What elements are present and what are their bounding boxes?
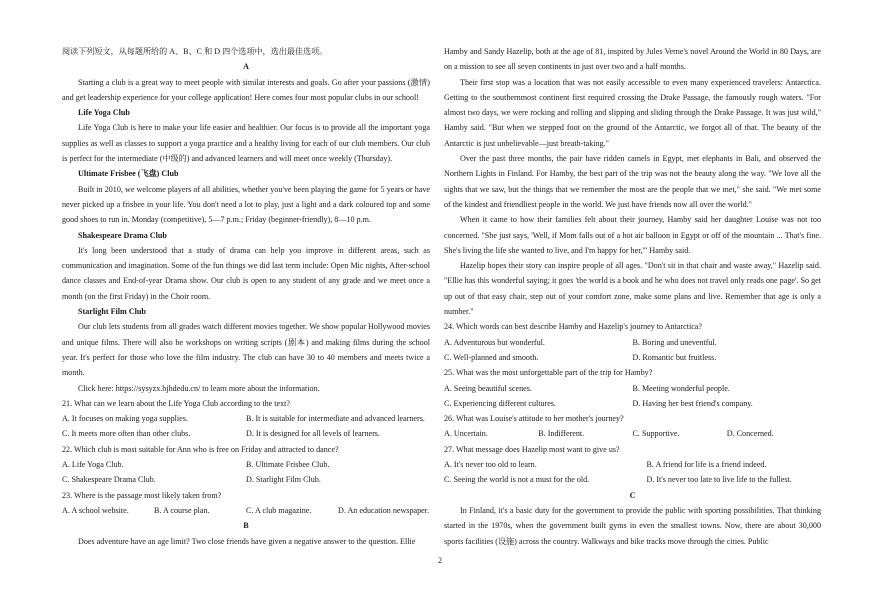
passage-b-label: B xyxy=(243,521,249,531)
option: C. Supportive. xyxy=(632,429,680,439)
option: A. Adventurous but wonderful. xyxy=(444,337,545,347)
passage-b-paragraph: Over the past three months, the pair have ridden camels in Egypt, met elephants in Bali, and observed the Northern Lights in Finland. For Hamby, the best part of the trip was not the beauty along the way. "We love all the sights that we saw, but the things that we remember the most are the people that we met," she said. "We met some of the kindest and friendliest people in the world. We just have friends now all over the world." xyxy=(444,154,821,209)
passage-c-label: C xyxy=(629,490,636,500)
option: B. Ultimate Frisbee Club. xyxy=(246,460,330,470)
option: D. It is designed for all levels of learners. xyxy=(246,429,380,439)
club-text: Our club lets students from all grades watch different movies together. We show popular Hollywood movies and unique films. There will also be workshops on writing scripts (剧本) and making films during the school year. It's perfect for those who love the film industry. The club can have 30 to 40 members and meets twice a month. xyxy=(62,322,430,378)
option: B. Boring and uneventful. xyxy=(632,337,717,347)
passage-a-label: A xyxy=(243,62,249,72)
option: A. Seeing beautiful scenes. xyxy=(444,383,532,393)
club-text: Life Yoga Club is here to make your life easier and healthier. Our focus is to provide all the important yoga supplies as well as classes to support a yoga practice and a healthy living for each of our club members. Our club is perfect for the intermediate (中级的) and advanced learners and will meet once weekly (Thursday). xyxy=(62,123,430,164)
question: 23. Where is the passage most likely taken from? xyxy=(62,490,222,500)
option: D. An education newspaper. xyxy=(338,505,430,515)
click-here-line: Click here: https://sysyzx.bjhdedu.cn/ to learn more about the information. xyxy=(78,383,320,393)
question: 21. What can we learn about the Life Yoga Club according to the text? xyxy=(62,398,290,408)
option: B. Meeting wonderful people. xyxy=(632,383,730,393)
options xyxy=(62,457,430,488)
option: C. Seeing the world is not a must for the old. xyxy=(444,475,590,485)
club-heading: Shakespeare Drama Club xyxy=(78,230,167,240)
option: D. Starlight Film Club. xyxy=(246,475,321,485)
option: B. Indifferent. xyxy=(538,429,585,439)
left-column xyxy=(62,44,430,549)
options xyxy=(444,426,821,441)
passage-c-paragraph: In Finland, it's a basic duty for the government to provide the public with sporting possibilities. That thinking started in the 1970s, when the government built gyms in even the smallest towns. Now, there are about 30,000 sports facilities (设施) across the country. Walkways and bike tracks move through the cities. Public xyxy=(444,505,821,546)
option: D. Concerned. xyxy=(726,429,774,439)
option: C. It meets more often than other clubs. xyxy=(62,429,191,439)
right-column xyxy=(444,44,821,549)
passage-b-continued: Hamby and Sandy Hazelip, both at the age of 81, inspired by Jules Verne's novel Around the World in 80 Days, are on a mission to see all seven continents in just over two and a half months. xyxy=(444,47,821,72)
option: A. Uncertain. xyxy=(444,429,488,439)
passage-b-paragraph: Hazelip hopes their story can inspire people of all ages. "Don't sit in that chair and waste away," Hazelip said. "Ellie has this wonderful saying; it goes 'the world is a book and he who does not travel only reads one page'. So get up out of that easy chair, step out of your comfort zone, make some plans and live. Remember that age is only a number." xyxy=(444,261,821,317)
question: 25. What was the most unforgettable part of the trip for Hamby? xyxy=(444,368,653,378)
instruction: 阅读下列短文，从每题所给的 A、B、C 和 D 四个选项中，选出最佳选项。 xyxy=(62,47,328,56)
options xyxy=(444,335,821,366)
option: A. Life Yoga Club. xyxy=(62,460,124,470)
options xyxy=(62,411,430,442)
option: B. A course plan. xyxy=(154,505,210,515)
option: C. A club magazine. xyxy=(246,505,312,515)
option: B. A friend for life is a friend indeed. xyxy=(646,460,767,470)
option: A. It's never too old to learn. xyxy=(444,460,537,470)
passage-b-paragraph: When it came to how their families felt about their journey, Hamby said her daughter Louise was not too concerned. "She just says, 'Well, if Mom falls out of a hot air balloon in Egypt or off of the mountain ... That's fine. She's living the life she wanted to live, and I'm happy for her,'" Hamby said. xyxy=(444,215,821,255)
options xyxy=(444,457,821,488)
question: 27. What message does Hazelip most want to give us? xyxy=(444,444,620,454)
option: A. It focuses on making yoga supplies. xyxy=(62,414,188,424)
option: C. Shakespeare Drama Club. xyxy=(62,475,156,485)
options xyxy=(62,503,430,518)
question: 24. Which words can best describe Hamby and Hazelip's journey to Antarctica? xyxy=(444,322,702,332)
club-heading: Life Yoga Club xyxy=(78,108,130,118)
page-number: 2 xyxy=(438,556,442,565)
option: D. Having her best friend's company. xyxy=(632,398,753,408)
club-heading: Starlight Film Club xyxy=(78,307,146,317)
option: B. It is suitable for intermediate and advanced learners. xyxy=(246,414,425,424)
club-text: Built in 2010, we welcome players of all abilities, whether you've been playing the game for 5 years or have never picked up a frisbee in your life. You don't need a lot to play, just a light and a dark coloured top and some good shoes to run in. Monday (competitive), 5—7 p.m.; Friday (beginner-friendly), 8—10 p.m. xyxy=(62,184,430,225)
question: 22. Which club is most suitable for Ann who is free on Friday and attracted to dance? xyxy=(62,444,339,454)
club-text: It's long been understood that a study of drama can help you improve in different areas, such as communication and imagination. Some of the fun things we did last term include: Open Mic nights, After-school dance classes and End-of-year Drama show. Our club is open to any student of any grade and we meet once a month (on the first Friday) in the Choir room. xyxy=(62,245,430,301)
option: C. Experiencing different cultures. xyxy=(444,398,557,408)
option: C. Well-planned and smooth. xyxy=(444,352,539,362)
passage-a-intro: Starting a club is a great way to meet people with similar interests and goals. Go after your passions (激情) and get leadership experience for your college application! Here comes four most popular clubs in our school! xyxy=(62,77,430,102)
option: D. It's never too late to live life to the fullest. xyxy=(646,475,792,485)
question: 26. What was Louise's attitude to her mother's journey? xyxy=(444,414,624,424)
club-heading: Ultimate Frisbee (飞盘) Club xyxy=(78,169,179,179)
option: D. Romantic but fruitless. xyxy=(632,352,717,362)
options xyxy=(444,381,821,412)
passage-b-paragraph: Their first stop was a location that was not easily accessible to even many experienced travelers: Antarctica. Getting to the southernmost continent first required crossing the Drake Passage, the famously rough waters. "For almost two days, we were rocking and rolling and slipping and sliding through the Drake Passage. It was just wild," Hamby said. "But when we stepped foot on the ground of the Antarctic, we forgot all of that. The beauty of the Antarctic is just unbelievable—just breath-taking." xyxy=(444,77,821,148)
passage-b-start: Does adventure have an age limit? Two close friends have given a negative answer to the question. Ellie xyxy=(78,536,416,546)
option: A. A school website. xyxy=(62,505,129,515)
